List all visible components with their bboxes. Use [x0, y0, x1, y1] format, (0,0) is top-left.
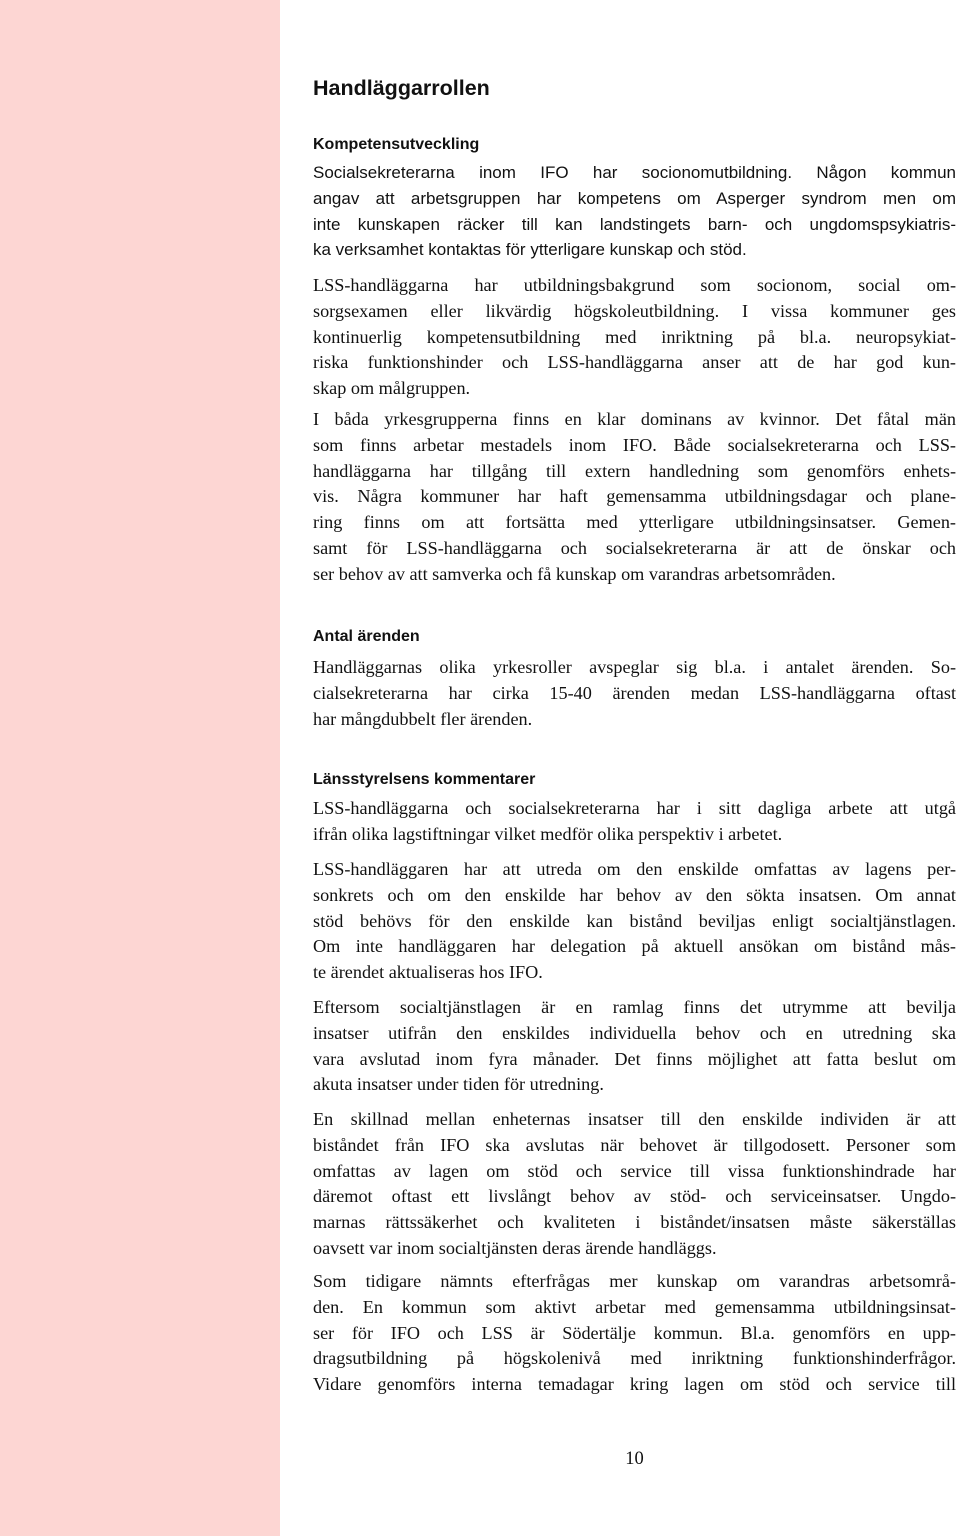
text-line: stöd behövs för den enskilde kan bistånd beviljas enligt socialtjänstlagen. — [313, 910, 956, 931]
paragraph-lansstyrelsen-4 — [313, 1107, 956, 1262]
text-line: vis. Några kommuner har haft gemensamma utbildningsdagar och plane- — [313, 486, 956, 507]
text-line: ser för IFO och LSS är Södertälje kommun. Bl.a. genomförs en upp- — [313, 1322, 956, 1343]
text-line: sonkrets och om den enskilde har behov av den sökta insatsen. Om annat — [313, 884, 956, 905]
paragraph-lansstyrelsen-2 — [313, 857, 956, 986]
text-line: cialsekreterarna har cirka 15-40 ärenden medan LSS-handläggarna oftast — [313, 682, 956, 703]
text-line: Handläggarnas olika yrkesroller avspeglar sig bl.a. i antalet ärenden. So- — [313, 657, 956, 677]
text-line: vara avslutad inom fyra månader. Det finns möjlighet att fatta beslut om — [313, 1048, 956, 1069]
text-line: I båda yrkesgrupperna finns en klar dominans av kvinnor. Det fåtal män — [313, 409, 956, 429]
section-heading-lansstyrelsens-kommentarer: Länsstyrelsens kommentarer — [313, 771, 536, 788]
text-line: sorgsexamen eller likvärdig högskoleutbildning. I vissa kommuner ges — [313, 300, 956, 321]
text-line: te ärendet aktualiseras hos IFO. — [313, 962, 543, 983]
paragraph-kompetens-1 — [313, 160, 956, 263]
text-line: skap om målgruppen. — [313, 378, 471, 399]
text-line: den. En kommun som aktivt arbetar med gemensamma utbildningsinsat- — [313, 1296, 956, 1317]
text-line: har mångdubbelt fler ärenden. — [313, 708, 533, 729]
text-line: ka verksamhet kontaktas för ytterligare kunskap och stöd. — [313, 240, 747, 260]
text-line: Eftersom socialtjänstlagen är en ramlag finns det utrymme att bevilja — [313, 997, 956, 1017]
page-number: 10 — [625, 1449, 644, 1469]
text-line: Om inte handläggaren har delegation på aktuell ansökan om bistånd mås- — [313, 936, 956, 957]
text-line: ring finns om att fortsätta med ytterligare utbildningsinsatser. Gemen- — [313, 512, 956, 533]
paragraph-lansstyrelsen-5 — [313, 1269, 956, 1398]
page-title: Handläggarrollen — [313, 76, 490, 100]
text-line: insatser utifrån den enskildes individuella behov och en utredning ska — [313, 1022, 956, 1043]
text-line: oavsett var inom socialtjänsten deras ärende handläggs. — [313, 1237, 717, 1258]
paragraph-lansstyrelsen-1 — [313, 796, 956, 848]
text-line: ser behov av att samverka och få kunskap om varandras arbetsområden. — [313, 563, 836, 584]
text-line: handläggarna har tillgång till extern handledning som genomförs enhets- — [313, 460, 956, 481]
text-line: Som tidigare nämnts efterfrågas mer kunskap om varandras arbetsområ- — [313, 1271, 956, 1291]
text-line: däremot oftast ett livslångt behov av stöd- och serviceinsatser. Ungdo- — [313, 1186, 956, 1207]
paragraph-kompetens-2 — [313, 273, 956, 402]
text-line: dragsutbildning på högskolenivå med inriktning funktionshinderfrågor. — [313, 1348, 956, 1369]
paragraph-lansstyrelsen-3 — [313, 995, 956, 1098]
text-line: riska funktionshinder och LSS-handläggarna anser att de har god kun- — [313, 352, 956, 373]
text-line: inte kunskapen räcker till kan landstingets barn- och ungdomspsykiatris- — [313, 214, 956, 234]
text-line: LSS-handläggaren har att utreda om den enskilde omfattas av lagens per- — [313, 859, 956, 879]
paragraph-antal-1 — [313, 655, 956, 732]
text-line: akuta insatser under tiden för utredning. — [313, 1074, 604, 1095]
text-line: omfattas av lagen om stöd och service till vissa funktionshindrade har — [313, 1160, 956, 1181]
paragraph-kompetens-3 — [313, 407, 956, 588]
text-line: angav att arbetsgruppen har kompetens om Asperger syndrom men om — [313, 188, 956, 208]
text-line: ifrån olika lagstiftningar vilket medför olika perspektiv i arbetet. — [313, 823, 783, 844]
section-heading-antal-arenden: Antal ärenden — [313, 628, 420, 645]
text-line: som finns arbetar mestadels inom IFO. Både socialsekreterarna och LSS- — [313, 434, 956, 455]
text-line: Vidare genomförs interna temadagar kring lagen om stöd och service till — [313, 1374, 956, 1395]
text-line: marnas rättssäkerhet och kvaliteten i biståndet/insatsen måste säkerställas — [313, 1212, 956, 1233]
page-margin-band — [0, 0, 280, 1536]
text-line: samt för LSS-handläggarna och socialsekreterarna är att de önskar och — [313, 537, 956, 558]
section-heading-kompetensutveckling: Kompetensutveckling — [313, 136, 480, 153]
text-line: Socialsekreterarna inom IFO har socionomutbildning. Någon kommun — [313, 163, 956, 182]
text-line: LSS-handläggarna och socialsekreterarna har i sitt dagliga arbete att utgå — [313, 798, 956, 818]
text-line: En skillnad mellan enheternas insatser till den enskilde individen är att — [313, 1109, 956, 1129]
text-line: kontinuerlig kompetensutbildning med inriktning på bl.a. neuropsykiat- — [313, 326, 956, 347]
text-line: LSS-handläggarna har utbildningsbakgrund som socionom, social om- — [313, 275, 956, 295]
text-line: biståndet från IFO ska avslutas när behovet är tillgodosett. Personer som — [313, 1134, 956, 1155]
